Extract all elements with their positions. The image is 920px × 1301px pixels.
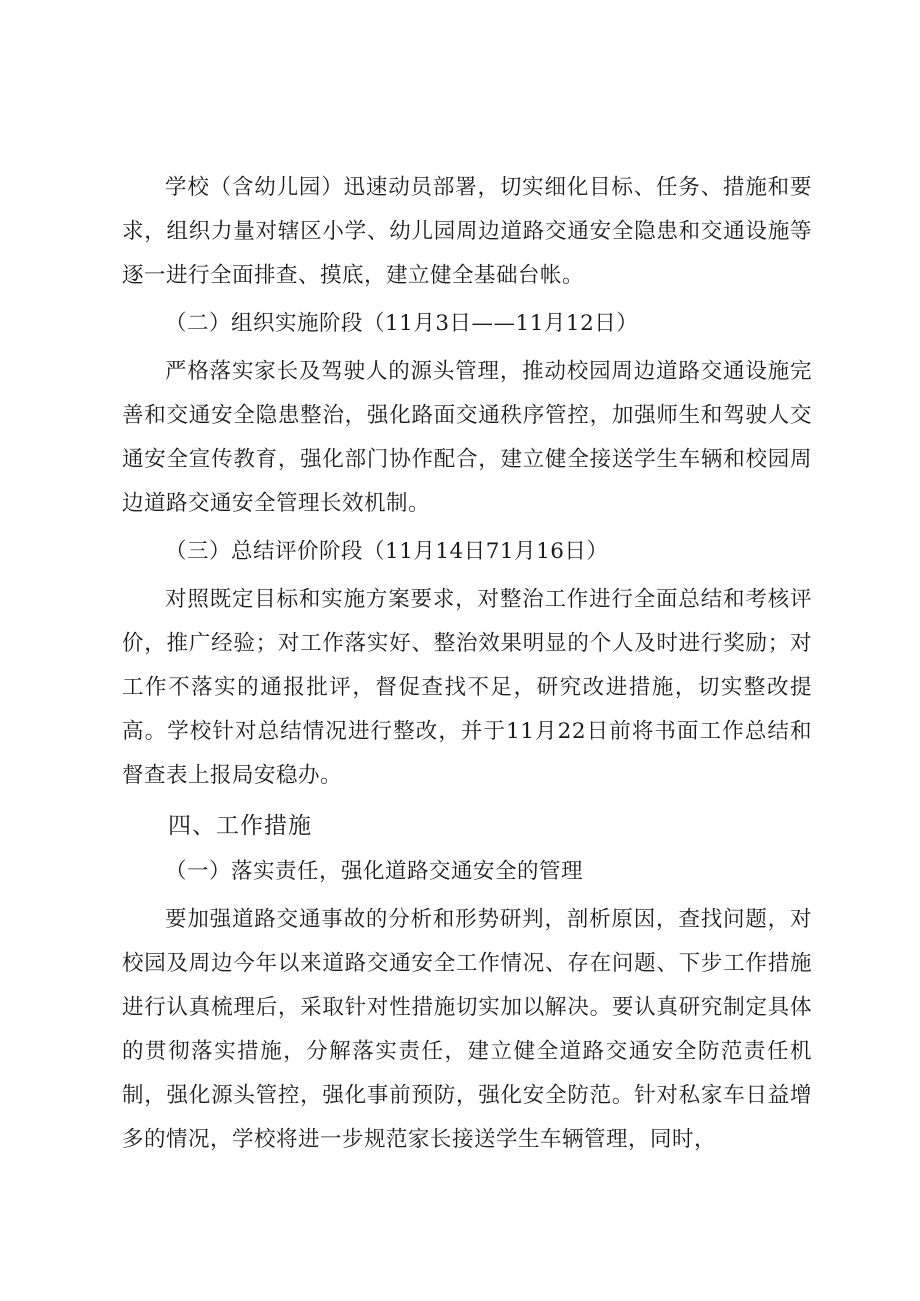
paragraph-evaluation: 对照既定目标和实施方案要求，对整治工作进行全面总结和考核评价，推广经验；对工作落实好、整治效果明显的个人及时进行奖励；对工作不落实的通报批评，督促查找不足，研究改进措施，切实整改提高。学校针对总结情况进行整改，并于11月22日前将书面工作总结和督查表上报局安稳办。 xyxy=(122,587,812,788)
section-heading-measures: 四、工作措施 xyxy=(168,813,312,839)
paragraph-implementation: 严格落实家长及驾驶人的源头管理，推动校园周边道路交通设施完善和交通安全隐患整治，强化路面交通秩序管控，加强师生和驾驶人交通安全宣传教育，强化部门协作配合，建立健全接送学生车辆和校园周边道路交通安全管理长效机制。 xyxy=(122,359,812,516)
subheading-implementation-stage: （二）组织实施阶段（11月3日——11月12日） xyxy=(165,311,639,336)
paragraph-investigation: 学校（含幼儿园）迅速动员部署，切实细化目标、任务、措施和要求，组织力量对辖区小学、幼儿园周边道路交通安全隐患和交通设施等逐一进行全面排查、摸底，建立健全基础台帐。 xyxy=(122,175,812,288)
document-body xyxy=(122,166,812,1162)
subheading-responsibility: （一）落实责任，强化道路交通安全的管理 xyxy=(165,859,584,884)
paragraph-responsibility: 要加强道路交通事故的分析和形势研判，剖析原因，查找问题，对校园及周边今年以来道路交通安全工作情况、存在问题、下步工作措施进行认真梳理后，采取针对性措施切实加以解决。要认真研究制定具体的贯彻落实措施，分解落实责任，建立健全道路交通安全防范责任机制，强化源头管控，强化事前预防，强化安全防范。针对私家车日益增多的情况，学校将进一步规范家长接送学生车辆管理，同时， xyxy=(122,907,812,1152)
subheading-evaluation-stage: （三）总结评价阶段（11月14日71月16日） xyxy=(165,539,609,564)
